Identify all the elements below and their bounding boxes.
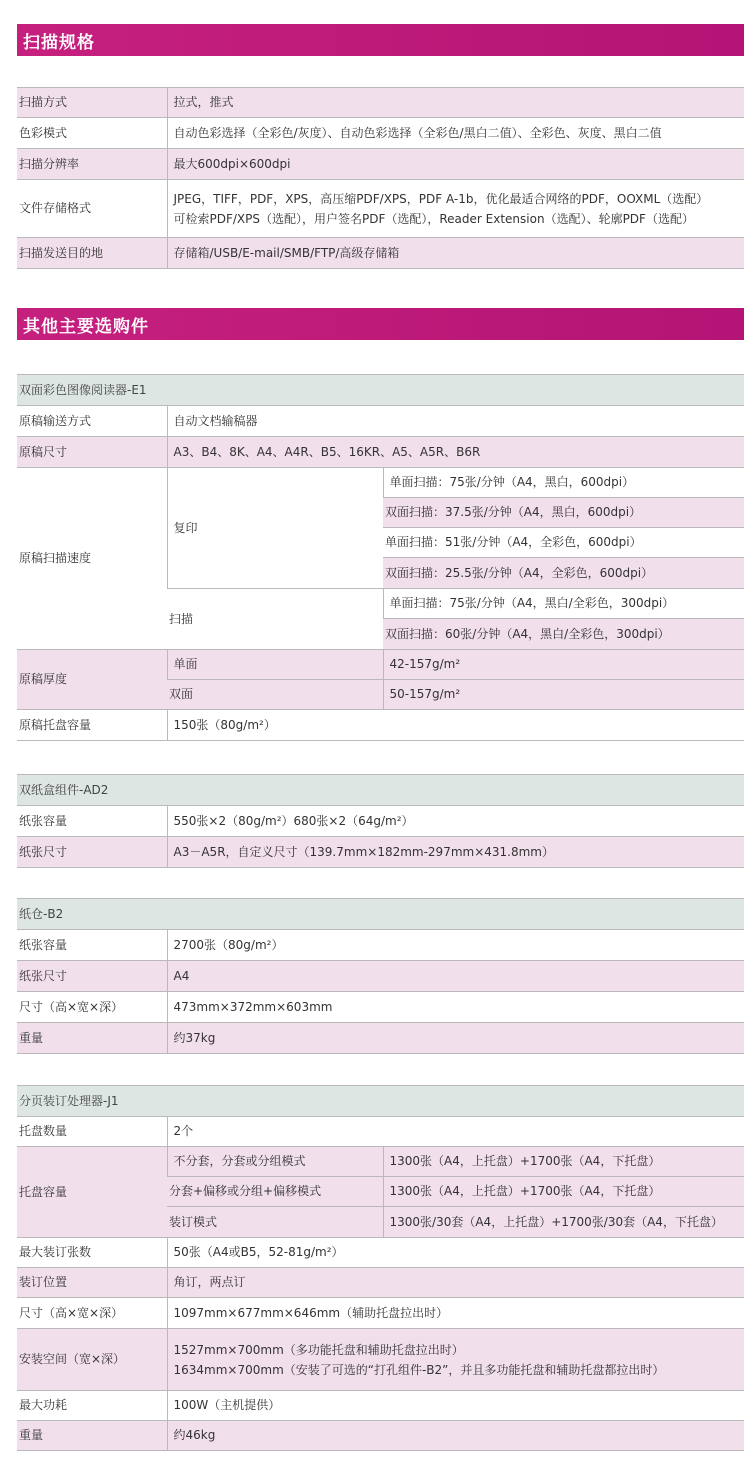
row-value: 角订，两点订 <box>167 1268 744 1298</box>
table-row <box>17 1329 744 1391</box>
table-row <box>17 1117 744 1147</box>
table-row <box>17 468 744 498</box>
speed-value: 双面扫描：60张/分钟（A4，黑白/全彩色，300dpi） <box>383 619 744 650</box>
space-line-2: 1634mm×700mm（安装了可选的“打孔组件-B2”，并且多功能托盘和辅助托盘都拉出时） <box>173 1362 665 1377</box>
format-line-2: 可检索PDF/XPS（选配），用户签名PDF（选配），Reader Extension（选配）、轮廓PDF（选配） <box>173 211 694 226</box>
row-label: 纸张尺寸 <box>17 961 167 992</box>
scan-label: 扫描 <box>167 589 383 650</box>
table-row <box>17 710 744 741</box>
row-value: 约37kg <box>167 1023 744 1054</box>
row-value <box>167 1329 744 1391</box>
row-value: 自动色彩选择（全彩色/灰度）、自动色彩选择（全彩色/黑白二值）、全彩色、灰度、黑白二值 <box>167 118 744 149</box>
row-value <box>167 180 744 238</box>
reader-title: 双面彩色图像阅读器-E1 <box>17 375 744 406</box>
mode-label: 装订模式 <box>167 1207 383 1238</box>
row-label: 原稿尺寸 <box>17 437 167 468</box>
table-row <box>17 149 744 180</box>
row-value: 最大600dpi×600dpi <box>167 149 744 180</box>
speed-value: 单面扫描：51张/分钟（A4，全彩色，600dpi） <box>383 528 744 558</box>
speed-value: 双面扫描：37.5张/分钟（A4，黑白，600dpi） <box>383 498 744 528</box>
cassette-title: 双纸盒组件-AD2 <box>17 775 744 806</box>
row-label: 托盘容量 <box>17 1147 167 1238</box>
row-value: A3－A5R，自定义尺寸（139.7mm×182mm-297mm×431.8mm） <box>167 837 744 868</box>
mode-label: 分套+偏移或分组+偏移模式 <box>167 1177 383 1207</box>
row-label: 文件存储格式 <box>17 180 167 238</box>
table-row <box>17 837 744 868</box>
single-value: 42-157g/m² <box>383 650 744 680</box>
table-row <box>17 961 744 992</box>
table-row <box>17 1391 744 1421</box>
row-label: 原稿扫描速度 <box>17 468 167 650</box>
table-row <box>17 1268 744 1298</box>
mode-label: 不分套，分套或分组模式 <box>167 1147 383 1177</box>
table-row <box>17 1298 744 1329</box>
space-line-1: 1527mm×700mm（多功能托盘和辅助托盘拉出时） <box>173 1342 464 1357</box>
row-value: 473mm×372mm×603mm <box>167 992 744 1023</box>
table-row <box>17 1421 744 1451</box>
table-row <box>17 992 744 1023</box>
table-row <box>17 899 744 930</box>
row-value: A4 <box>167 961 744 992</box>
table-row <box>17 775 744 806</box>
row-label: 安装空间（宽×深） <box>17 1329 167 1391</box>
reader-table <box>17 374 744 741</box>
table-row <box>17 437 744 468</box>
row-value: 100W（主机提供） <box>167 1391 744 1421</box>
row-value: 存储箱/USB/E-mail/SMB/FTP/高级存储箱 <box>167 238 744 269</box>
table-row <box>17 1238 744 1268</box>
row-value: 50张（A4或B5，52-81g/m²） <box>167 1238 744 1268</box>
row-value: 自动文档输稿器 <box>167 406 744 437</box>
row-label: 尺寸（高×宽×深） <box>17 1298 167 1329</box>
row-label: 纸张容量 <box>17 930 167 961</box>
row-label: 纸张尺寸 <box>17 837 167 868</box>
table-row <box>17 650 744 680</box>
table-row <box>17 375 744 406</box>
row-label: 最大功耗 <box>17 1391 167 1421</box>
row-value: A3、B4、8K、A4、A4R、B5、16KR、A5、A5R、B6R <box>167 437 744 468</box>
copy-label: 复印 <box>167 468 383 589</box>
row-label: 原稿厚度 <box>17 650 167 710</box>
cassette-table <box>17 774 744 868</box>
double-label: 双面 <box>167 680 383 710</box>
mode-value: 1300张/30套（A4，上托盘）+1700张/30套（A4，下托盘） <box>383 1207 744 1238</box>
row-label: 装订位置 <box>17 1268 167 1298</box>
format-line-1: JPEG，TIFF，PDF，XPS，高压缩PDF/XPS，PDF A-1b，优化最适合网络的PDF，OOXML（选配） <box>173 191 709 206</box>
row-value: 拉式，推式 <box>167 88 744 118</box>
row-label: 色彩模式 <box>17 118 167 149</box>
table-row <box>17 118 744 149</box>
table-row <box>17 406 744 437</box>
row-label: 重量 <box>17 1023 167 1054</box>
row-label: 扫描发送目的地 <box>17 238 167 269</box>
table-row <box>17 806 744 837</box>
row-label: 原稿输送方式 <box>17 406 167 437</box>
mode-value: 1300张（A4，上托盘）+1700张（A4，下托盘） <box>383 1147 744 1177</box>
row-value: 2700张（80g/m²） <box>167 930 744 961</box>
row-value: 约46kg <box>167 1421 744 1451</box>
row-value: 2个 <box>167 1117 744 1147</box>
speed-value: 双面扫描：25.5张/分钟（A4，全彩色，600dpi） <box>383 558 744 589</box>
finisher-title: 分页装订处理器-J1 <box>17 1086 744 1117</box>
scan-spec-title: 扫描规格 <box>23 32 95 53</box>
options-title: 其他主要选购件 <box>23 316 149 337</box>
deck-table <box>17 898 744 1054</box>
table-row <box>17 930 744 961</box>
table-row <box>17 1086 744 1117</box>
row-value: 150张（80g/m²） <box>167 710 744 741</box>
scan-spec-banner <box>17 24 744 56</box>
deck-title: 纸仓-B2 <box>17 899 744 930</box>
speed-value: 单面扫描：75张/分钟（A4，黑白，600dpi） <box>383 468 744 498</box>
mode-value: 1300张（A4，上托盘）+1700张（A4，下托盘） <box>383 1177 744 1207</box>
double-value: 50-157g/m² <box>383 680 744 710</box>
row-label: 托盘数量 <box>17 1117 167 1147</box>
row-label: 重量 <box>17 1421 167 1451</box>
row-label: 尺寸（高×宽×深） <box>17 992 167 1023</box>
row-value: 1097mm×677mm×646mm（辅助托盘拉出时） <box>167 1298 744 1329</box>
row-label: 纸张容量 <box>17 806 167 837</box>
table-row <box>17 1147 744 1177</box>
finisher-table <box>17 1085 744 1451</box>
row-label: 扫描方式 <box>17 88 167 118</box>
speed-value: 单面扫描：75张/分钟（A4，黑白/全彩色，300dpi） <box>383 589 744 619</box>
table-row <box>17 180 744 238</box>
row-value: 550张×2（80g/m²）680张×2（64g/m²） <box>167 806 744 837</box>
row-label: 原稿托盘容量 <box>17 710 167 741</box>
table-row <box>17 238 744 269</box>
table-row <box>17 1023 744 1054</box>
options-banner <box>17 308 744 340</box>
row-label: 扫描分辨率 <box>17 149 167 180</box>
single-label: 单面 <box>167 650 383 680</box>
scan-spec-table <box>17 87 744 269</box>
table-row <box>17 88 744 118</box>
row-label: 最大装订张数 <box>17 1238 167 1268</box>
